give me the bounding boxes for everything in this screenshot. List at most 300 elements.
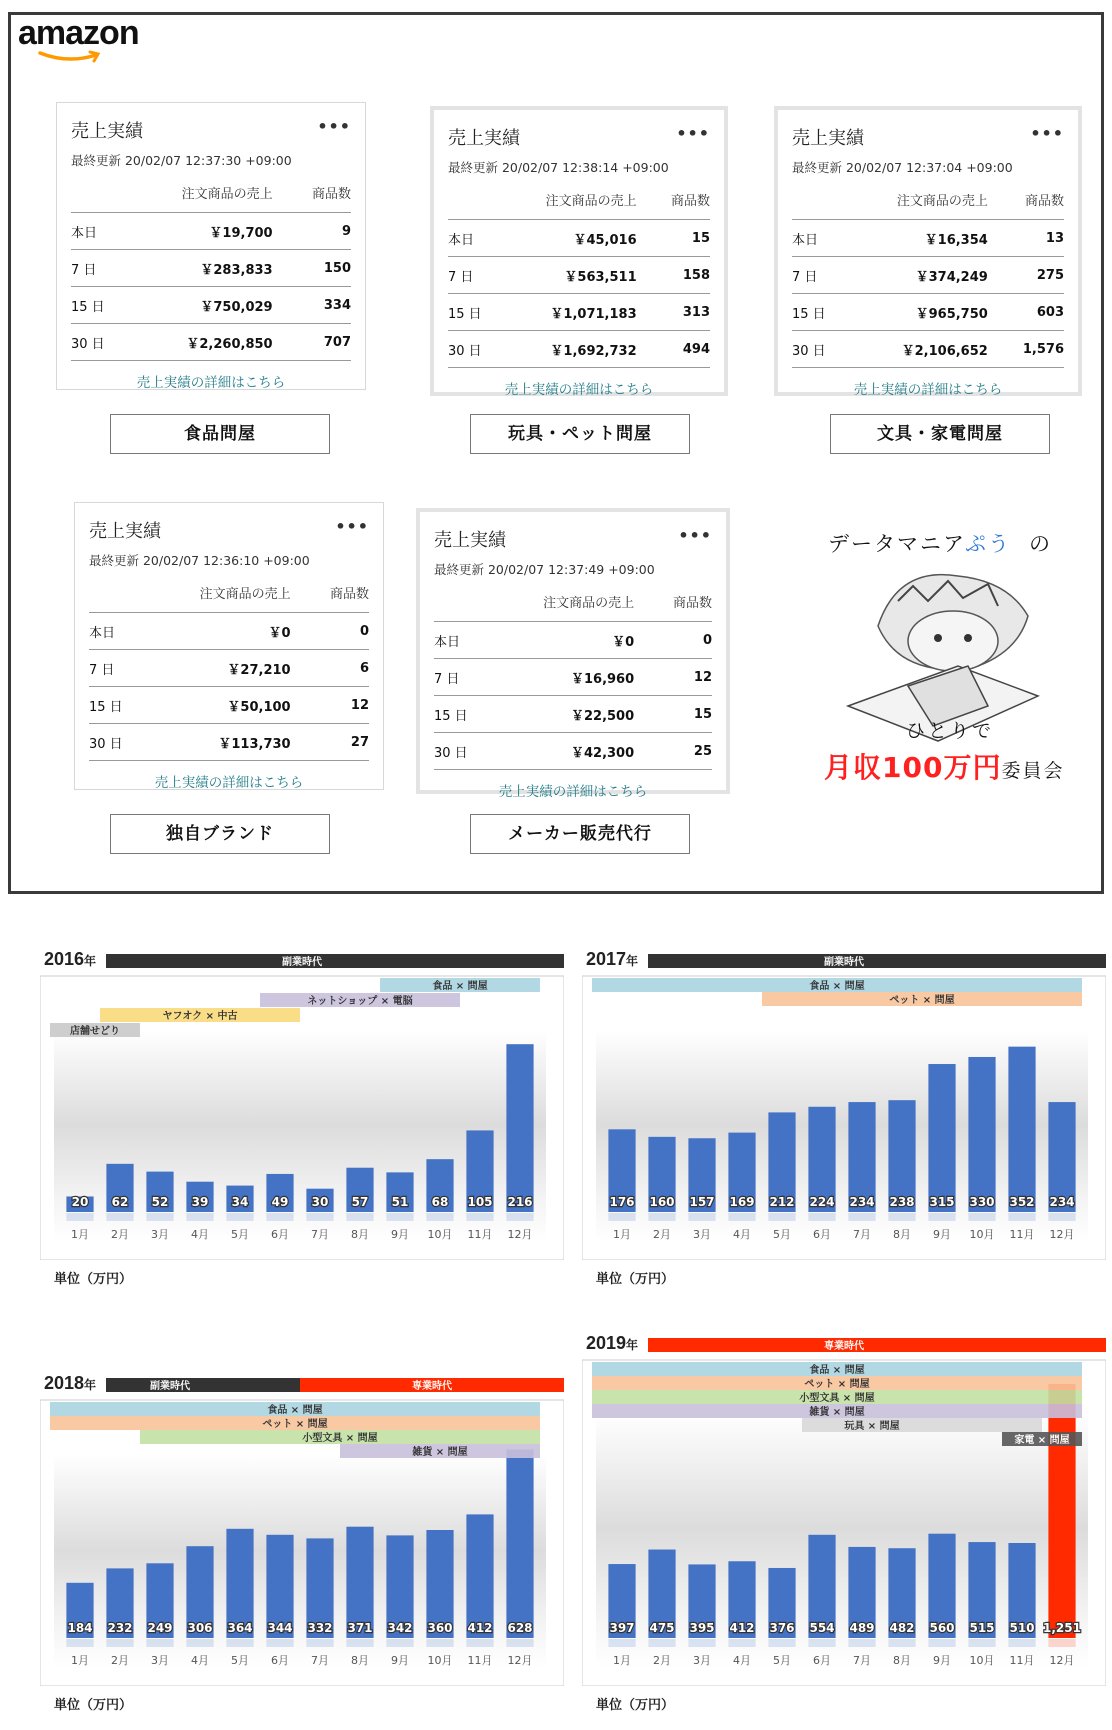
item-count: 707 xyxy=(273,324,351,361)
bar-12月 xyxy=(506,1450,533,1638)
item-count: 27 xyxy=(291,724,369,761)
amazon-logo: amazon xyxy=(18,14,139,52)
last-updated: 最終更新 20/02/07 12:37:49 +09:00 xyxy=(434,562,655,577)
x-tick-label: 4月 xyxy=(733,1228,751,1241)
unit-label: 単位（万円） xyxy=(596,1272,675,1287)
bar-reflection xyxy=(1048,1213,1075,1221)
last-updated: 最終更新 20/02/07 12:37:30 +09:00 xyxy=(71,153,292,168)
business-label: 食品 × 問屋 xyxy=(267,1405,323,1416)
bar-value-label: 160 xyxy=(649,1195,675,1209)
sales-chart-2017 xyxy=(582,936,1106,1260)
sales-row xyxy=(89,724,369,761)
bar-reflection xyxy=(146,1213,173,1221)
x-tick-label: 3月 xyxy=(151,1228,169,1241)
item-count: 25 xyxy=(634,733,712,770)
year-label: 2016年 xyxy=(44,949,97,969)
card-title: 売上実績 xyxy=(434,530,506,551)
sales-table xyxy=(71,183,351,361)
x-tick-label: 6月 xyxy=(813,1228,831,1241)
era-label: 副業時代 xyxy=(282,957,322,968)
x-tick-label: 4月 xyxy=(733,1654,751,1667)
sales-table xyxy=(89,583,369,761)
item-count: 0 xyxy=(634,622,712,659)
bar-reflection xyxy=(346,1639,373,1647)
period-label: 15 日 xyxy=(448,294,506,331)
sales-value: ￥42,300 xyxy=(495,733,634,770)
bar-value-label: 628 xyxy=(507,1621,533,1635)
period-label: 15 日 xyxy=(434,696,495,733)
bar-reflection xyxy=(848,1213,875,1221)
last-updated: 最終更新 20/02/07 12:37:04 +09:00 xyxy=(792,160,1013,175)
x-tick-label: 7月 xyxy=(853,1654,871,1667)
sales-card xyxy=(774,106,1082,396)
x-tick-label: 12月 xyxy=(1049,1654,1075,1667)
sales-row xyxy=(71,324,351,361)
period-label: 本日 xyxy=(89,613,151,650)
x-tick-label: 9月 xyxy=(391,1228,409,1241)
bar-reflection xyxy=(386,1213,413,1221)
x-tick-label: 7月 xyxy=(311,1654,329,1667)
sales-row xyxy=(792,331,1064,368)
sales-row xyxy=(448,294,710,331)
bar-value-label: 344 xyxy=(267,1621,293,1635)
sales-value: ￥563,511 xyxy=(506,257,637,294)
bar-reflection xyxy=(466,1213,493,1221)
sales-row xyxy=(792,294,1064,331)
card-title: 売上実績 xyxy=(89,521,161,542)
sales-value: ￥2,260,850 xyxy=(133,324,273,361)
sales-row xyxy=(71,287,351,324)
bar-reflection xyxy=(266,1639,293,1647)
x-tick-label: 12月 xyxy=(1049,1228,1075,1241)
x-tick-label: 2月 xyxy=(653,1228,671,1241)
promo-line-3: 月収100万円委員会 xyxy=(824,751,1065,784)
year-label: 2019年 xyxy=(586,1333,639,1353)
bar-reflection xyxy=(768,1213,795,1221)
bar-reflection xyxy=(608,1639,635,1647)
bar-reflection xyxy=(608,1213,635,1221)
bar-value-label: 62 xyxy=(111,1195,129,1209)
unit-label: 単位（万円） xyxy=(596,1698,675,1713)
bar-value-label: 352 xyxy=(1009,1195,1035,1209)
bar-reflection xyxy=(466,1639,493,1647)
x-tick-label: 5月 xyxy=(231,1228,249,1241)
card-title: 売上実績 xyxy=(792,128,864,149)
bar-value-label: 238 xyxy=(889,1195,915,1209)
bar-value-label: 482 xyxy=(889,1621,915,1635)
sales-value: ￥0 xyxy=(495,622,634,659)
bar-reflection xyxy=(186,1639,213,1647)
period-label: 7 日 xyxy=(792,257,852,294)
sales-row xyxy=(448,220,710,257)
x-tick-label: 8月 xyxy=(351,1654,369,1667)
x-tick-label: 10月 xyxy=(969,1654,995,1667)
bar-value-label: 395 xyxy=(689,1621,715,1635)
business-label: 店舗せどり xyxy=(70,1026,120,1037)
more-options-icon[interactable]: ••• xyxy=(1030,124,1064,143)
sales-detail-link[interactable]: 売上実績の詳細はこちら xyxy=(498,784,648,800)
bar-value-label: 475 xyxy=(649,1621,675,1635)
more-options-icon[interactable]: ••• xyxy=(335,517,369,536)
sales-value: ￥1,071,183 xyxy=(506,294,637,331)
item-count: 15 xyxy=(634,696,712,733)
business-band xyxy=(802,1418,1042,1432)
bar-value-label: 554 xyxy=(809,1621,835,1635)
more-options-icon[interactable]: ••• xyxy=(678,526,712,545)
item-count: 150 xyxy=(273,250,351,287)
business-label: ペット × 問屋 xyxy=(262,1419,328,1430)
bar-value-label: 34 xyxy=(231,1195,249,1209)
item-count: 12 xyxy=(634,659,712,696)
sales-chart-2018 xyxy=(40,1360,564,1686)
period-label: 7 日 xyxy=(89,650,151,687)
x-tick-label: 3月 xyxy=(151,1654,169,1667)
bar-value-label: 157 xyxy=(689,1195,715,1209)
x-tick-label: 11月 xyxy=(467,1654,493,1667)
unit-label: 単位（万円） xyxy=(54,1698,133,1713)
bar-reflection xyxy=(968,1639,995,1647)
x-tick-label: 8月 xyxy=(893,1654,911,1667)
bar-value-label: 489 xyxy=(849,1621,875,1635)
sales-row xyxy=(792,220,1064,257)
x-tick-label: 12月 xyxy=(507,1228,533,1241)
bar-11月 xyxy=(466,1514,493,1638)
x-tick-label: 5月 xyxy=(773,1654,791,1667)
bar-reflection xyxy=(266,1213,293,1221)
bar-reflection xyxy=(808,1639,835,1647)
x-tick-label: 11月 xyxy=(1009,1654,1035,1667)
period-label: 30 日 xyxy=(89,724,151,761)
bar-reflection xyxy=(928,1639,955,1647)
sales-detail-link[interactable]: 売上実績の詳細はこちら xyxy=(504,382,654,398)
col-header-items: 商品数 xyxy=(291,583,369,613)
bar-reflection xyxy=(888,1213,915,1221)
bar-value-label: 330 xyxy=(969,1195,995,1209)
era-label: 専業時代 xyxy=(412,1381,452,1392)
bar-reflection xyxy=(968,1213,995,1221)
more-options-icon[interactable]: ••• xyxy=(676,124,710,143)
bar-reflection xyxy=(306,1213,333,1221)
bar-value-label: 315 xyxy=(929,1195,955,1209)
bar-value-label: 232 xyxy=(107,1621,133,1635)
bar-reflection xyxy=(648,1639,675,1647)
x-tick-label: 5月 xyxy=(773,1228,791,1241)
bar-value-label: 332 xyxy=(307,1621,333,1635)
period-label: 本日 xyxy=(71,213,133,250)
bar-reflection xyxy=(1008,1213,1035,1221)
bar-reflection xyxy=(146,1639,173,1647)
x-tick-label: 12月 xyxy=(507,1654,533,1667)
x-tick-label: 11月 xyxy=(467,1228,493,1241)
item-count: 15 xyxy=(637,220,710,257)
era-label: 副業時代 xyxy=(824,957,864,968)
period-label: 本日 xyxy=(448,220,506,257)
bar-reflection xyxy=(768,1639,795,1647)
x-tick-label: 4月 xyxy=(191,1654,209,1667)
period-label: 本日 xyxy=(434,622,495,659)
bar-value-label: 397 xyxy=(609,1621,635,1635)
x-tick-label: 9月 xyxy=(933,1228,951,1241)
sales-table xyxy=(448,190,710,368)
period-label: 15 日 xyxy=(89,687,151,724)
year-label: 2017年 xyxy=(586,949,639,969)
bar-value-label: 68 xyxy=(431,1195,449,1209)
business-label: 家電 × 問屋 xyxy=(1014,1435,1070,1446)
col-header-items: 商品数 xyxy=(988,190,1064,220)
sales-card xyxy=(74,502,384,790)
col-header-sales: 注文商品の売上 xyxy=(495,592,634,622)
sales-value: ￥750,029 xyxy=(133,287,273,324)
x-tick-label: 5月 xyxy=(231,1654,249,1667)
sales-value: ￥16,960 xyxy=(495,659,634,696)
x-tick-label: 9月 xyxy=(391,1654,409,1667)
sales-value: ￥22,500 xyxy=(495,696,634,733)
col-header-items: 商品数 xyxy=(637,190,710,220)
bar-reflection xyxy=(346,1213,373,1221)
bar-value-label: 376 xyxy=(769,1621,795,1635)
period-label: 15 日 xyxy=(71,287,133,324)
business-label: ペット × 問屋 xyxy=(804,1379,870,1390)
bar-value-label: 234 xyxy=(849,1195,875,1209)
x-tick-label: 7月 xyxy=(311,1228,329,1241)
sales-row xyxy=(448,257,710,294)
card-title: 売上実績 xyxy=(71,121,143,142)
bar-reflection xyxy=(66,1639,93,1647)
bar-reflection xyxy=(808,1213,835,1221)
x-tick-label: 1月 xyxy=(613,1654,631,1667)
sales-row xyxy=(89,650,369,687)
business-label: ヤフオク × 中古 xyxy=(162,1011,238,1022)
bar-value-label: 560 xyxy=(929,1621,955,1635)
bar-value-label: 105 xyxy=(467,1195,493,1209)
x-tick-label: 2月 xyxy=(111,1654,129,1667)
sales-value: ￥0 xyxy=(151,613,291,650)
x-tick-label: 10月 xyxy=(427,1654,453,1667)
bar-reflection xyxy=(226,1639,253,1647)
sales-row xyxy=(71,213,351,250)
x-tick-label: 1月 xyxy=(71,1228,89,1241)
bar-10月 xyxy=(968,1057,995,1212)
bar-reflection xyxy=(688,1213,715,1221)
bar-reflection xyxy=(728,1639,755,1647)
item-count: 494 xyxy=(637,331,710,368)
bar-value-label: 342 xyxy=(387,1621,413,1635)
col-header-sales: 注文商品の売上 xyxy=(151,583,291,613)
more-options-icon[interactable]: ••• xyxy=(317,117,351,136)
bar-value-label: 360 xyxy=(427,1621,453,1635)
x-tick-label: 10月 xyxy=(427,1228,453,1241)
sales-row xyxy=(434,696,712,733)
business-label: 小型文具 × 問屋 xyxy=(302,1433,378,1444)
item-count: 13 xyxy=(988,220,1064,257)
sales-row xyxy=(434,622,712,659)
item-count: 12 xyxy=(291,687,369,724)
category-button[interactable]: メーカー販売代行 xyxy=(470,814,690,854)
sales-row xyxy=(71,250,351,287)
x-tick-label: 3月 xyxy=(693,1228,711,1241)
amazon-smile-icon xyxy=(38,50,104,64)
item-count: 275 xyxy=(988,257,1064,294)
x-tick-label: 9月 xyxy=(933,1654,951,1667)
sales-detail-link[interactable]: 売上実績の詳細はこちら xyxy=(154,775,304,791)
bar-reflection xyxy=(506,1213,533,1221)
business-label: 食品 × 問屋 xyxy=(809,1365,865,1376)
category-button[interactable]: 文具・家電問屋 xyxy=(830,414,1050,454)
sales-value: ￥16,354 xyxy=(852,220,988,257)
item-count: 0 xyxy=(291,613,369,650)
sales-value: ￥19,700 xyxy=(133,213,273,250)
bar-value-label: 249 xyxy=(147,1621,173,1635)
sales-value: ￥45,016 xyxy=(506,220,637,257)
last-updated: 最終更新 20/02/07 12:36:10 +09:00 xyxy=(89,553,310,568)
bar-value-label: 52 xyxy=(151,1195,169,1209)
sales-row xyxy=(792,257,1064,294)
bar-value-label: 212 xyxy=(769,1195,795,1209)
sales-value: ￥113,730 xyxy=(151,724,291,761)
x-tick-label: 2月 xyxy=(111,1228,129,1241)
bar-value-label: 510 xyxy=(1009,1621,1035,1635)
business-label: 食品 × 問屋 xyxy=(809,981,865,992)
sales-chart-2019 xyxy=(582,1320,1106,1686)
x-tick-label: 6月 xyxy=(271,1228,289,1241)
item-count: 334 xyxy=(273,287,351,324)
x-tick-label: 7月 xyxy=(853,1228,871,1241)
bar-reflection xyxy=(506,1639,533,1647)
item-count: 9 xyxy=(273,213,351,250)
business-label: 玩具 × 問屋 xyxy=(844,1421,900,1432)
bar-value-label: 412 xyxy=(467,1621,493,1635)
sales-value: ￥50,100 xyxy=(151,687,291,724)
bar-value-label: 176 xyxy=(609,1195,635,1209)
bar-value-label: 306 xyxy=(187,1621,213,1635)
bar-reflection xyxy=(426,1213,453,1221)
bar-reflection xyxy=(226,1213,253,1221)
bar-reflection xyxy=(106,1213,133,1221)
period-label: 15 日 xyxy=(792,294,852,331)
category-button[interactable]: 食品問屋 xyxy=(110,414,330,454)
sales-row xyxy=(448,331,710,368)
bar-value-label: 51 xyxy=(391,1195,409,1209)
col-header-sales: 注文商品の売上 xyxy=(852,190,988,220)
x-tick-label: 8月 xyxy=(893,1228,911,1241)
sales-card xyxy=(56,102,366,390)
bar-value-label: 371 xyxy=(347,1621,373,1635)
sales-value: ￥283,833 xyxy=(133,250,273,287)
period-label: 7 日 xyxy=(448,257,506,294)
bar-value-label: 49 xyxy=(271,1195,289,1209)
sales-row xyxy=(434,733,712,770)
sales-value: ￥965,750 xyxy=(852,294,988,331)
x-tick-label: 8月 xyxy=(351,1228,369,1241)
sales-card xyxy=(430,106,728,396)
era-label: 専業時代 xyxy=(824,1341,864,1352)
bar-value-label: 234 xyxy=(1049,1195,1075,1209)
bar-9月 xyxy=(928,1064,955,1212)
bar-11月 xyxy=(1008,1047,1035,1212)
x-tick-label: 2月 xyxy=(653,1654,671,1667)
bar-value-label: 224 xyxy=(809,1195,835,1209)
bar-value-label: 39 xyxy=(191,1195,209,1209)
sales-value: ￥374,249 xyxy=(852,257,988,294)
item-count: 6 xyxy=(291,650,369,687)
bar-reflection xyxy=(426,1639,453,1647)
bar-reflection xyxy=(888,1639,915,1647)
bar-reflection xyxy=(106,1639,133,1647)
bar-value-label: 412 xyxy=(729,1621,755,1635)
bar-reflection xyxy=(848,1639,875,1647)
x-tick-label: 1月 xyxy=(613,1228,631,1241)
bar-value-label: 184 xyxy=(67,1621,93,1635)
sales-value: ￥2,106,652 xyxy=(852,331,988,368)
bar-reflection xyxy=(928,1213,955,1221)
bar-value-label: 364 xyxy=(227,1621,253,1635)
category-button[interactable]: 玩具・ペット問屋 xyxy=(470,414,690,454)
period-label: 30 日 xyxy=(71,324,133,361)
bar-reflection xyxy=(1048,1639,1075,1647)
period-label: 30 日 xyxy=(434,733,495,770)
col-header-sales: 注文商品の売上 xyxy=(506,190,637,220)
col-header-items: 商品数 xyxy=(273,183,351,213)
promo-badge xyxy=(824,528,1078,828)
bar-value-label: 515 xyxy=(969,1621,995,1635)
category-button[interactable]: 独自ブランド xyxy=(110,814,330,854)
business-label: 食品 × 問屋 xyxy=(432,981,488,992)
bar-reflection xyxy=(66,1213,93,1221)
bar-reflection xyxy=(688,1639,715,1647)
period-label: 30 日 xyxy=(448,331,506,368)
period-label: 7 日 xyxy=(434,659,495,696)
last-updated: 最終更新 20/02/07 12:38:14 +09:00 xyxy=(448,160,669,175)
bar-value-label: 216 xyxy=(507,1195,533,1209)
sales-card xyxy=(416,508,730,800)
promo-line-1: データマニアぷう の xyxy=(828,532,1052,556)
sales-value: ￥27,210 xyxy=(151,650,291,687)
sales-table xyxy=(434,592,712,770)
sales-detail-link[interactable]: 売上実績の詳細はこちら xyxy=(136,375,286,391)
sales-detail-link[interactable]: 売上実績の詳細はこちら xyxy=(853,382,1003,398)
item-count: 1,576 xyxy=(988,331,1064,368)
sales-row xyxy=(89,613,369,650)
bar-reflection xyxy=(386,1639,413,1647)
period-label: 本日 xyxy=(792,220,852,257)
bar-reflection xyxy=(306,1639,333,1647)
bar-12月 xyxy=(1048,1384,1075,1638)
promo-line-2: ひとりで xyxy=(906,720,995,742)
period-label: 30 日 xyxy=(792,331,852,368)
card-title: 売上実績 xyxy=(448,128,520,149)
business-label: 雑貨 × 問屋 xyxy=(809,1407,865,1418)
x-tick-label: 1月 xyxy=(71,1654,89,1667)
col-header-items: 商品数 xyxy=(634,592,712,622)
item-count: 158 xyxy=(637,257,710,294)
sales-value: ￥1,692,732 xyxy=(506,331,637,368)
col-header-sales: 注文商品の売上 xyxy=(133,183,273,213)
sales-row xyxy=(89,687,369,724)
bar-value-label: 20 xyxy=(71,1195,89,1209)
x-tick-label: 4月 xyxy=(191,1228,209,1241)
sales-chart-2016 xyxy=(40,936,564,1260)
bar-value-label: 57 xyxy=(351,1195,369,1209)
x-tick-label: 3月 xyxy=(693,1654,711,1667)
x-tick-label: 6月 xyxy=(813,1654,831,1667)
bar-reflection xyxy=(186,1213,213,1221)
business-label: 小型文具 × 問屋 xyxy=(799,1393,875,1404)
x-tick-label: 6月 xyxy=(271,1654,289,1667)
bar-value-label: 1,251 xyxy=(1043,1621,1081,1635)
x-tick-label: 11月 xyxy=(1009,1228,1035,1241)
item-count: 313 xyxy=(637,294,710,331)
unit-label: 単位（万円） xyxy=(54,1272,133,1287)
